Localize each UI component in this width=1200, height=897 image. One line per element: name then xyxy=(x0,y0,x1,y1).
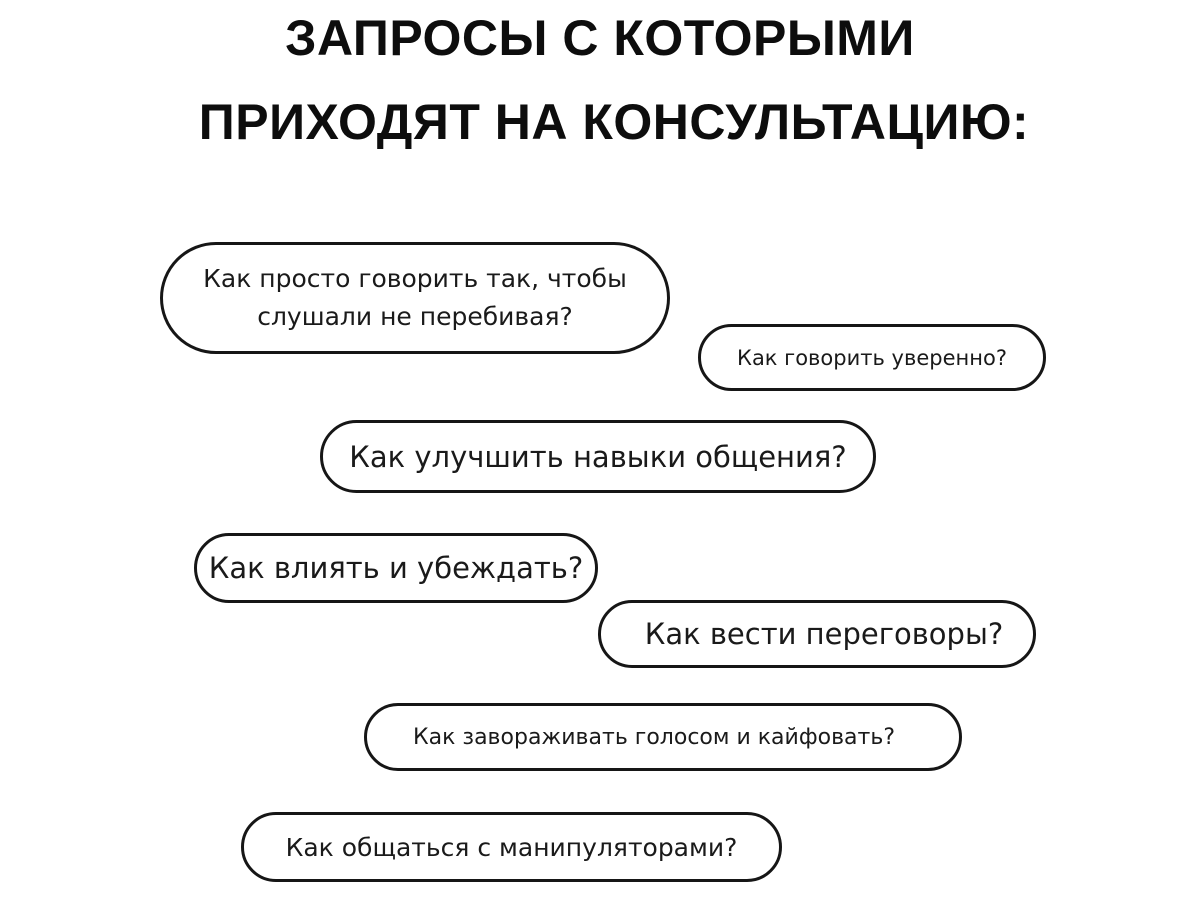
request-text: Как общаться с манипуляторами? xyxy=(285,832,738,862)
page-title-line-1: ЗАПРОСЫ С КОТОРЫМИ xyxy=(285,10,915,66)
request-text: Как завораживать голосом и кайфовать? xyxy=(413,724,895,750)
request-bubble xyxy=(194,533,598,603)
request-bubble xyxy=(698,324,1046,391)
request-text: Как просто говорить так, чтобы слушали не перебивая? xyxy=(203,264,627,331)
request-bubble xyxy=(598,600,1036,668)
request-bubble xyxy=(160,242,670,354)
request-text: Как говорить уверенно? xyxy=(737,345,1007,370)
request-bubble xyxy=(320,420,876,493)
request-text: Как влиять и убеждать? xyxy=(208,551,584,585)
request-bubble xyxy=(241,812,782,882)
page-title-line-2: ПРИХОДЯТ НА КОНСУЛЬТАЦИЮ: xyxy=(198,94,1030,150)
request-text: Как вести переговоры? xyxy=(644,617,1004,651)
request-bubble xyxy=(364,703,962,771)
request-text: Как улучшить навыки общения? xyxy=(349,439,847,474)
